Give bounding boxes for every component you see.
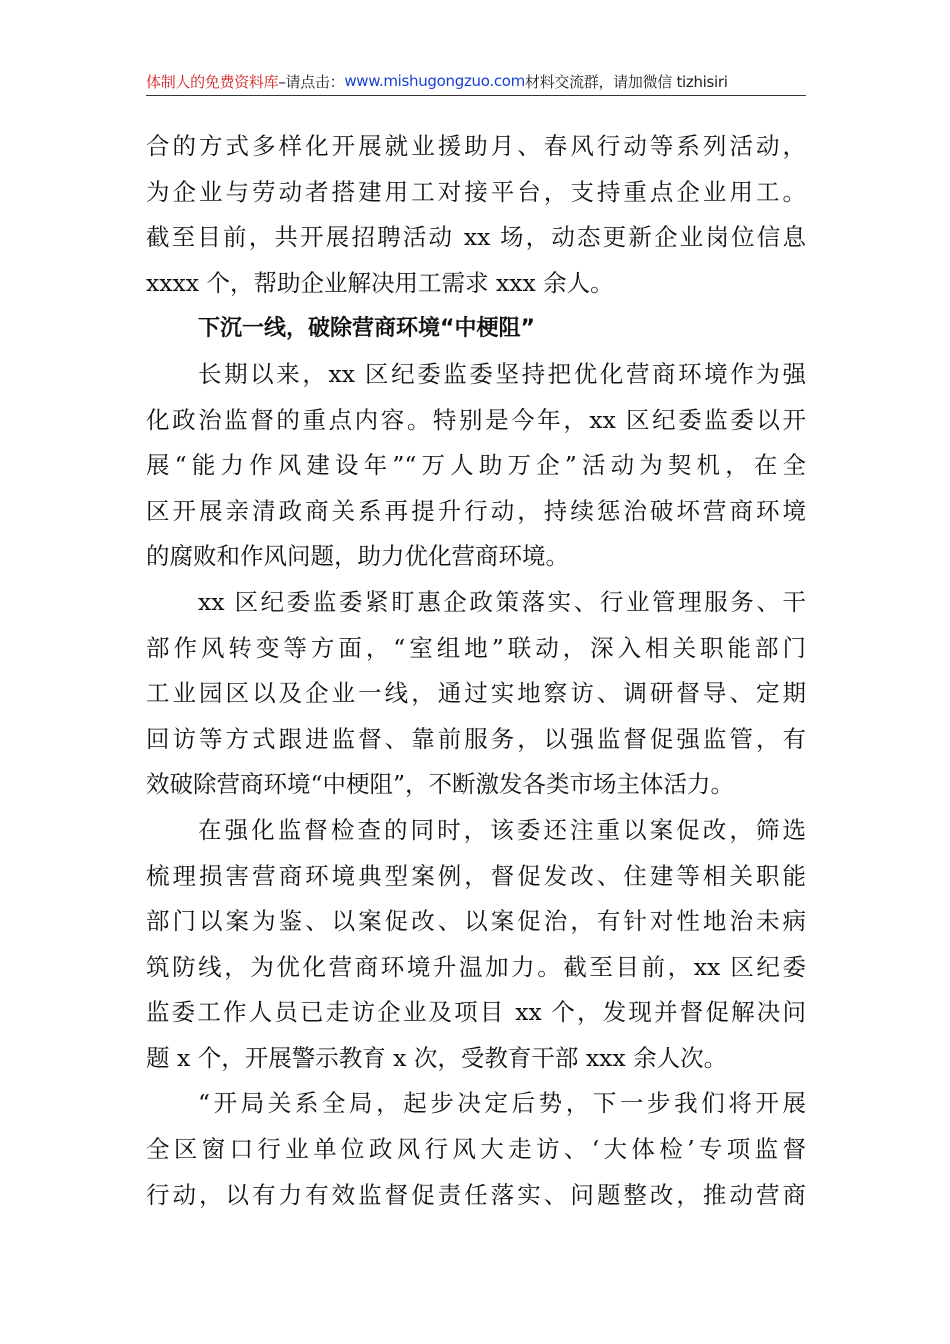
text-line: 部门以案为鉴、以案促改、以案促治，有针对性地治未病 xyxy=(146,907,806,936)
text-line: 题 x 个，开展警示教育 x 次，受教育干部 xxx 余人次。 xyxy=(146,1043,728,1072)
text-line: 化政治监督的重点内容。特别是今年，xx 区纪委监委以开 xyxy=(146,405,806,434)
text-line: 行动，以有力有效监督促责任落实、问题整改，推动营商 xyxy=(146,1180,806,1209)
text-line: 部作风转变等方面，“室组地”联动，深入相关职能部门 xyxy=(146,633,806,662)
text-line: 截至目前，共开展招聘活动 xx 场，动态更新企业岗位信息 xyxy=(146,223,806,252)
text-line: 监委工作人员已走访企业及项目 xx 个，发现并督促解决问 xyxy=(146,998,806,1027)
text-line: 效破除营商环境“中梗阻”，不断激发各类市场主体活力。 xyxy=(146,770,735,799)
header-brand: 体制人的免费资料库 xyxy=(146,72,279,91)
text-line: “开局关系全局，起步决定后势，下一步我们将开展 xyxy=(198,1089,806,1118)
header-divider xyxy=(146,95,806,96)
text-line: 的腐败和作风问题，助力优化营商环境。 xyxy=(146,542,569,571)
text-line: 为企业与劳动者搭建用工对接平台，支持重点企业用工。 xyxy=(146,177,806,206)
text-line: 长期以来，xx 区纪委监委坚持把优化营商环境作为强 xyxy=(198,359,806,388)
text-line: 在强化监督检查的同时，该委还注重以案促改，筛选 xyxy=(198,815,806,844)
section-heading: 下沉一线，破除营商环境“中梗阻” xyxy=(198,316,535,342)
text-line: 区开展亲清政商关系再提升行动，持续惩治破坏营商环境 xyxy=(146,496,806,525)
header-wechat-text: 材料交流群，请加微信 tizhisiri xyxy=(524,72,728,91)
text-line: 全区窗口行业单位政风行风大走访、‘大体检’专项监督 xyxy=(146,1135,806,1164)
header-url-link[interactable]: www.mishugongzuo.com xyxy=(344,72,525,90)
text-line: xx 区纪委监委紧盯惠企政策落实、行业管理服务、干 xyxy=(198,587,806,616)
header-click-text: –请点击： xyxy=(278,72,345,91)
text-line: 展“能力作风建设年”“万人助万企”活动为契机，在全 xyxy=(146,451,806,480)
text-line: 筑防线，为优化营商环境升温加力。截至目前，xx 区纪委 xyxy=(146,952,806,981)
document-body xyxy=(146,124,806,1218)
text-line: xxxx 个，帮助企业解决用工需求 xxx 余人。 xyxy=(146,268,614,297)
text-line: 回访等方式跟进监督、靠前服务，以强监督促强监管，有 xyxy=(146,724,806,753)
text-line: 梳理损害营商环境典型案例，督促发改、住建等相关职能 xyxy=(146,861,806,890)
text-line: 合的方式多样化开展就业援助月、春风行动等系列活动， xyxy=(146,132,806,160)
page-header xyxy=(146,66,806,96)
text-line: 工业园区以及企业一线，通过实地察访、调研督导、定期 xyxy=(146,679,806,708)
